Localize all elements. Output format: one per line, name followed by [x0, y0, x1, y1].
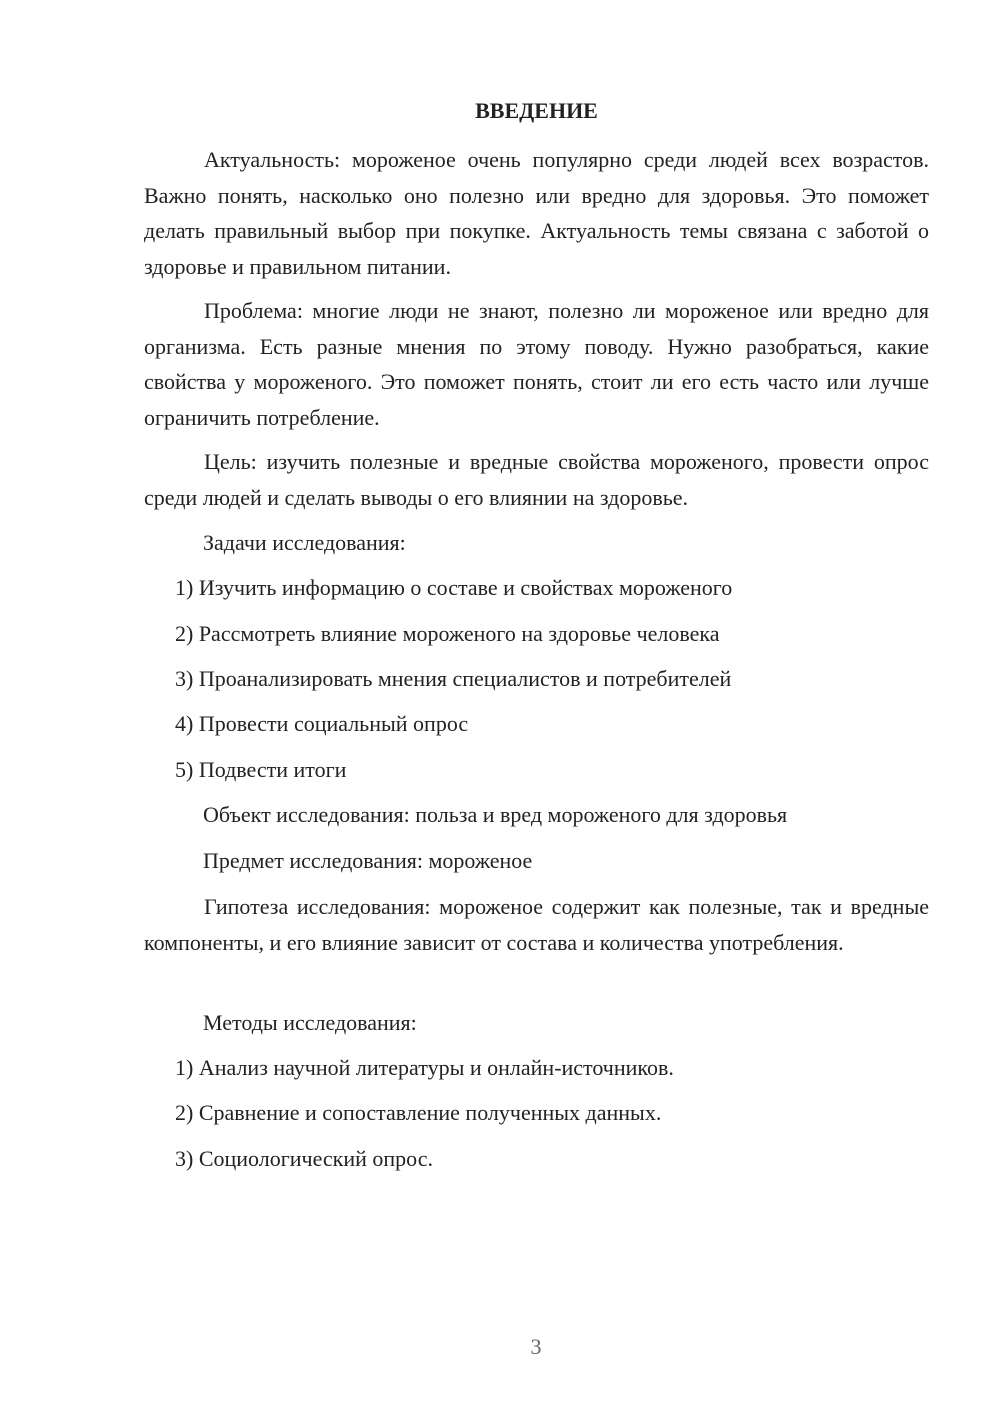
page-title: ВВЕДЕНИЕ [475, 98, 598, 123]
task-item: 5) Подвести итоги [175, 757, 347, 782]
method-item: 1) Анализ научной литературы и онлайн-источников. [175, 1055, 674, 1080]
task-item: 1) Изучить информацию о составе и свойствах мороженого [175, 575, 733, 600]
tasks-label: Задачи исследования: [203, 530, 406, 555]
research-object: Объект исследования: польза и вред мороженого для здоровья [203, 802, 788, 827]
hypothesis-paragraph: Гипотеза исследования: мороженое содержит как полезные, так и вредные компоненты, и его влияние зависит от состава и количества употребления. [144, 894, 929, 955]
method-item: 2) Сравнение и сопоставление полученных данных. [175, 1100, 662, 1125]
task-item: 4) Провести социальный опрос [175, 711, 469, 736]
task-item: 2) Рассмотреть влияние мороженого на здоровье человека [175, 621, 720, 646]
problem-paragraph: Проблема: многие люди не знают, полезно ли мороженое или вредно для организма. Есть разные мнения по этому поводу. Нужно разобраться, какие свойства у мороженого. Это поможет понять, стоит ли его есть часто или лучше ограничить потребление. [144, 298, 929, 430]
research-subject: Предмет исследования: мороженое [203, 848, 533, 873]
methods-label: Методы исследования: [203, 1010, 417, 1035]
task-item: 3) Проанализировать мнения специалистов и потребителей [175, 666, 732, 691]
page-number: 3 [530, 1334, 542, 1359]
goal-paragraph: Цель: изучить полезные и вредные свойства мороженого, провести опрос среди людей и сделать выводы о его влиянии на здоровье. [144, 449, 929, 510]
method-item: 3) Социологический опрос. [175, 1146, 433, 1171]
relevance-paragraph: Актуальность: мороженое очень популярно среди людей всех возрастов. Важно понять, насколько оно полезно или вредно для здоровья. Это поможет делать правильный выбор при покупке. Актуальность темы связана с заботой о здоровье и правильном питании. [144, 147, 929, 279]
